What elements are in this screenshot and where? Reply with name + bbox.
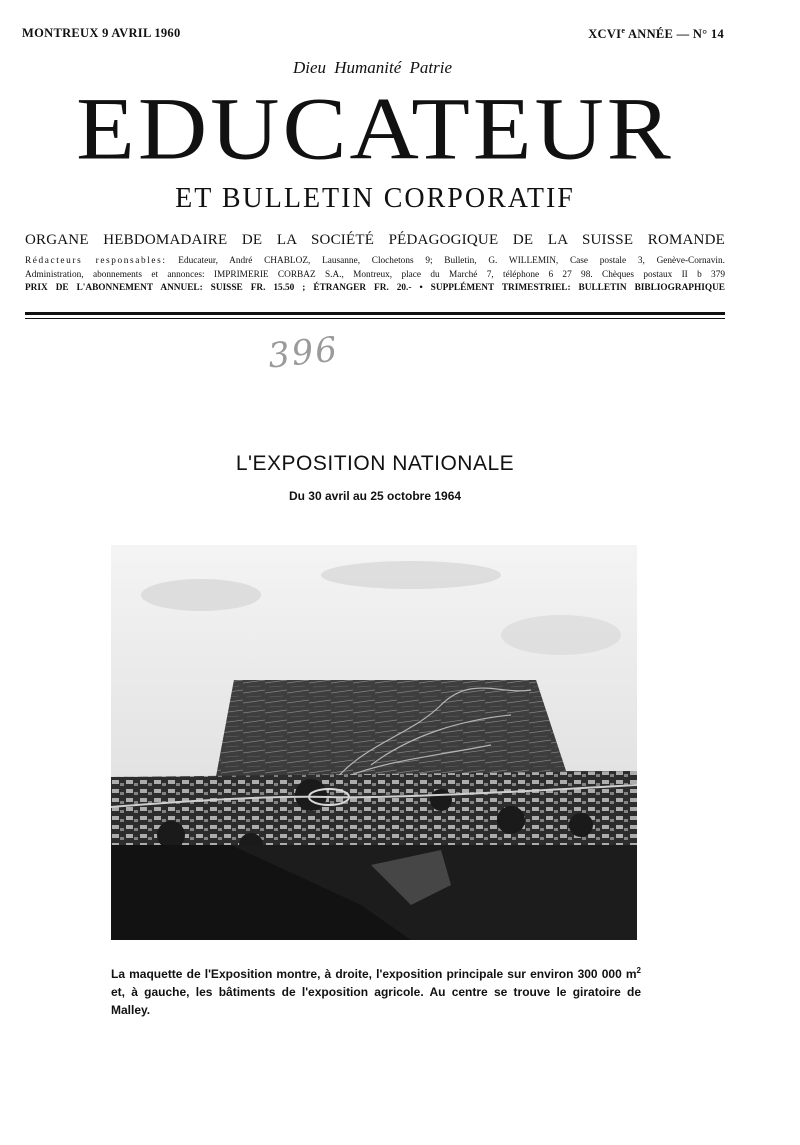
article-title: L'EXPOSITION NATIONALE bbox=[235, 452, 515, 475]
issue-volume: XCVI bbox=[588, 27, 622, 42]
issue-volume-suffix: e bbox=[621, 26, 626, 35]
editors-line bbox=[25, 256, 725, 266]
masthead-rule-thin bbox=[25, 318, 725, 319]
organ-line: ORGANE HEBDOMADAIRE DE LA SOCIÉTÉ PÉDAGOGIQUE DE LA SUISSE ROMANDE bbox=[25, 232, 725, 248]
issue-number bbox=[588, 26, 724, 42]
administration-line: Administration, abonnements et annonces: IMPRIMERIE CORBAZ S.A., Montreux, place du Marché 7, téléphone 6 27 98. Chèques postaux II b 379 bbox=[25, 270, 725, 280]
journal-title: EDUCATEUR bbox=[76, 78, 674, 178]
handwritten-note: 396 bbox=[266, 329, 341, 377]
issue-rest: ANNÉE — N° 14 bbox=[625, 27, 724, 42]
motto: Dieu Humanité Patrie bbox=[292, 58, 453, 77]
hill-fields bbox=[216, 680, 566, 777]
masthead-rule-thick bbox=[25, 312, 725, 315]
exhibition-model-photo bbox=[111, 545, 637, 940]
editors-text: Educateur, André CHABLOZ, Lausanne, Clochetons 9; Bulletin, G. WILLEMIN, Case postale 3, Genève-Cornavin. bbox=[166, 256, 725, 266]
exhibition-buildings bbox=[111, 771, 637, 855]
journal-subtitle: ET BULLETIN CORPORATIF bbox=[175, 183, 575, 214]
dateline: MONTREUX 9 AVRIL 1960 bbox=[22, 26, 181, 40]
caption-line-1-text: La maquette de l'Exposition montre, à droite, l'exposition principale sur environ 300 000 m bbox=[111, 967, 637, 981]
subscription-line: PRIX DE L'ABONNEMENT ANNUEL: SUISSE FR. 15.50 ; ÉTRANGER FR. 20.- • SUPPLÉMENT TRIMESTRIEL: BULLETIN BIBLIOGRAPHIQUE bbox=[25, 283, 725, 293]
caption-line-1 bbox=[111, 962, 641, 983]
caption-line-2: et, à gauche, les bâtiments de l'exposition agricole. Au centre se trouve le giratoire de Malley. bbox=[111, 985, 641, 1017]
caption-superscript: 2 bbox=[636, 966, 641, 975]
photo-caption bbox=[111, 962, 641, 1019]
article-dates: Du 30 avril au 25 octobre 1964 bbox=[288, 489, 462, 503]
editors-label: Rédacteurs responsables: bbox=[25, 256, 167, 266]
